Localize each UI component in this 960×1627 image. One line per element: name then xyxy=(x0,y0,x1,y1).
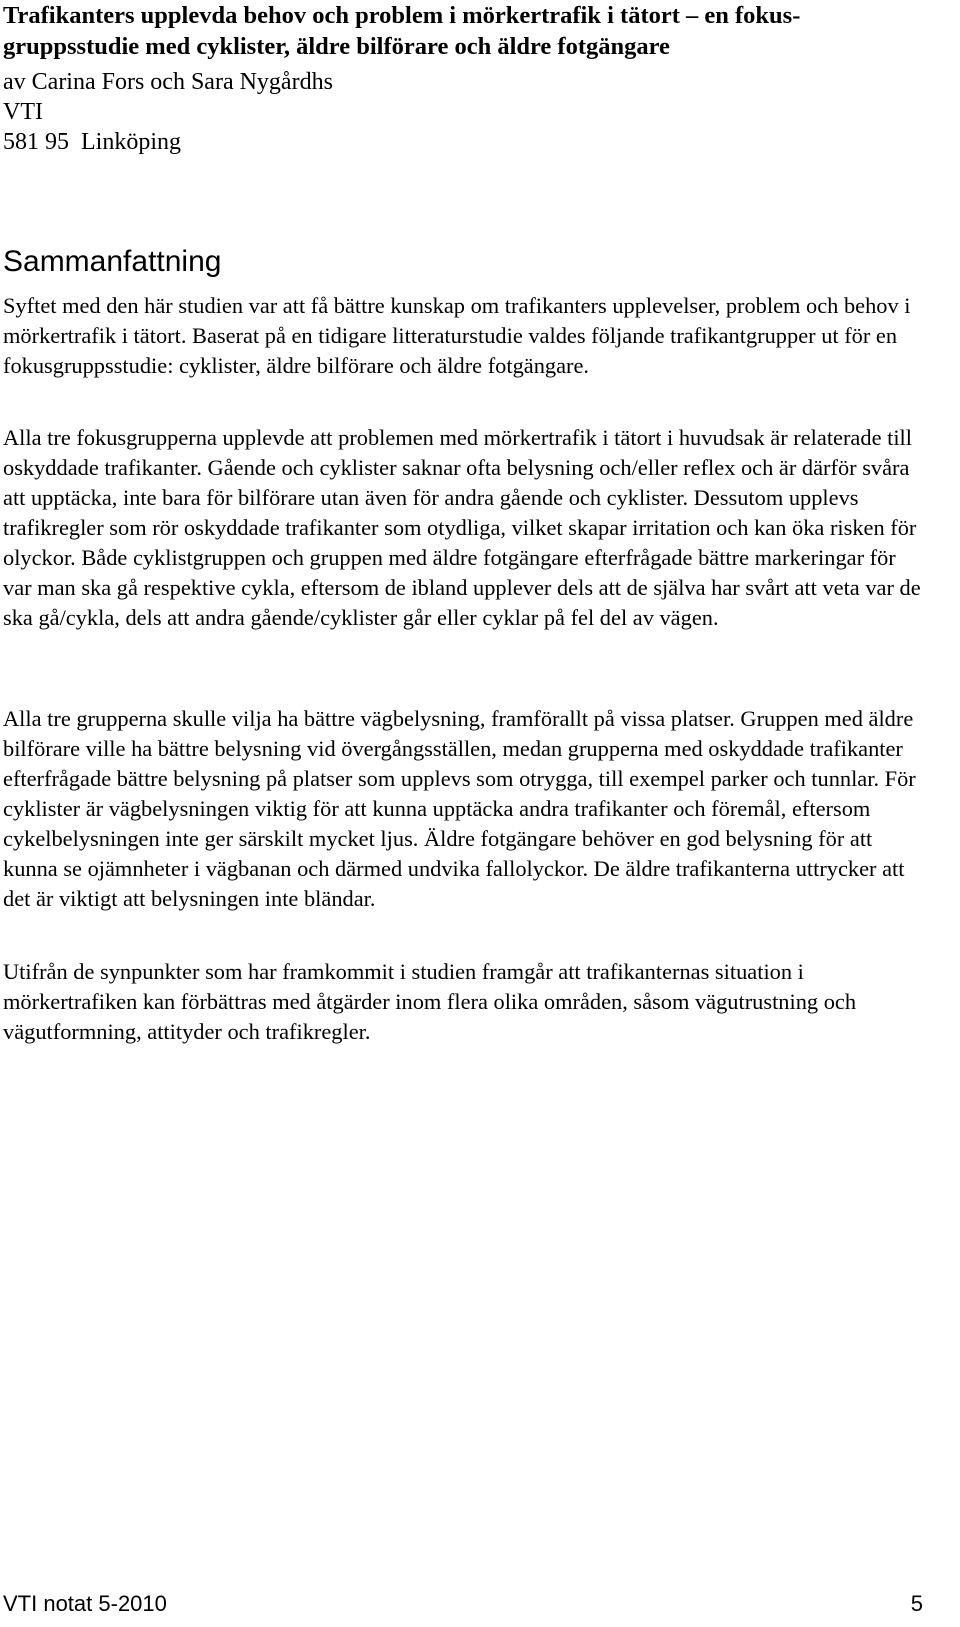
summary-paragraph: Alla tre grupperna skulle vilja ha bättre vägbelysning, framförallt på vissa platser. Gruppen med äldre bilförare ville ha bättre belysning vid övergångsställen, medan grupperna med oskyddade trafikanter efterfrågade bättre belysning på platser som upplevs som otrygga, till exempel parker och tunnlar. För cyklister är vägbelysningen viktig för att kunna upptäcka andra trafikanter och föremål, eftersom cykelbelysningen inte ger särskilt mycket ljus. Äldre fotgängare behöver en god belysning för att kunna se ojämnheter i vägbanan och därmed undvika fallolyckor. De äldre trafikanterna uttrycker att det är viktigt att belysningen inte bländar. xyxy=(3,706,916,911)
summary-paragraph: Utifrån de synpunkter som har framkommit i studien framgår att trafikanternas situation i mörkertrafiken kan förbättras med åtgärder inom flera olika områden, såsom vägutrustning och vägutformning, attityder och trafikregler. xyxy=(3,959,857,1044)
authors-line: av Carina Fors och Sara Nygårdhs xyxy=(3,69,333,95)
organization-line: VTI xyxy=(3,99,43,125)
footer-page-number: 5 xyxy=(910,1591,923,1616)
footer-publication: VTI notat 5-2010 xyxy=(3,1591,167,1616)
address-line: 581 95 Linköping xyxy=(3,129,181,155)
document-title: Trafikanters upplevda behov och problem i mörkertrafik i tätort – en fokusgruppsstudie med cyklister, äldre bilförare och äldre fotgängare xyxy=(3,2,801,60)
summary-paragraph: Syftet med den här studien var att få bättre kunskap om trafikanters upplevelser, problem och behov i mörkertrafik i tätort. Baserat på en tidigare litteraturstudie valdes följande trafikantgrupper ut för en fokusgruppsstudie: cyklister, äldre bilförare och äldre fotgängare. xyxy=(3,293,911,378)
summary-paragraph: Alla tre fokusgrupperna upplevde att problemen med mörkertrafik i tätort i huvudsak är relaterade till oskyddade trafikanter. Gående och cyklister saknar ofta belysning och/eller reflex och är därför svåra att upptäcka, inte bara för bilförare utan även för andra gående och cyklister. Dessutom upplevs trafikregler som rör oskyddade trafikanter som otydliga, vilket skapar irritation och kan öka risken för olyckor. Både cyklistgruppen och gruppen med äldre fotgängare efterfrågade bättre markeringar för var man ska gå respektive cykla, eftersom de ibland upplever dels att de själva har svårt att veta var de ska gå/cykla, dels att andra gående/cyklister går eller cyklar på fel del av vägen. xyxy=(3,425,921,630)
section-heading: Sammanfattning xyxy=(3,245,222,278)
